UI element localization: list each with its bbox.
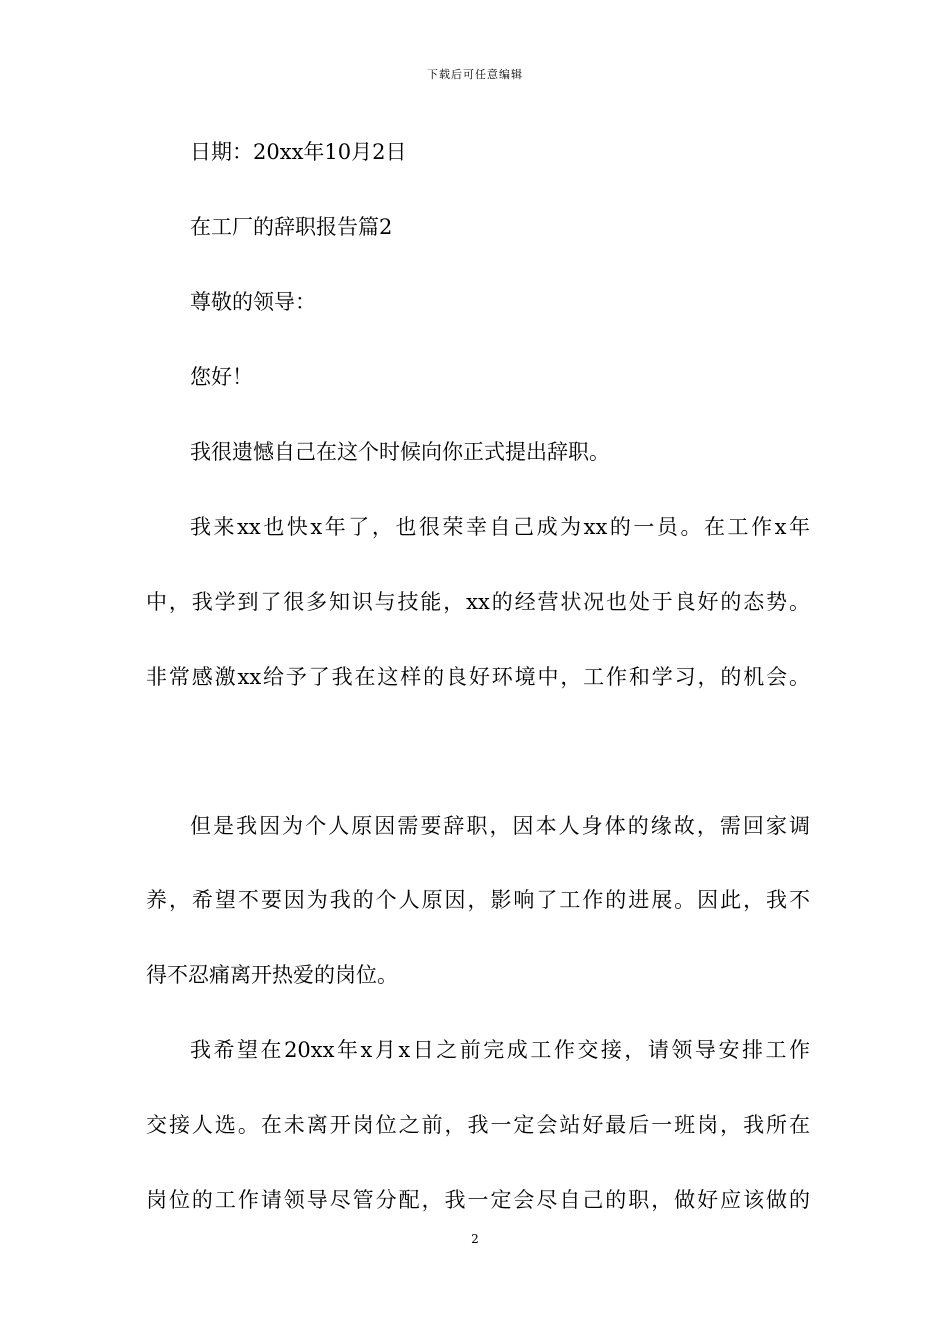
paragraph-line: 非常感激xx给予了我在这样的良好环境中，工作和学习，的机会。 — [146, 665, 810, 689]
paragraph-line: 我来xx也快x年了，也很荣幸自己成为xx的一员。在工作x年 — [190, 515, 810, 539]
date-line: 日期：20xx年10月2日 — [190, 140, 407, 164]
paragraph-line: 得不忍痛离开热爱的岗位。 — [146, 963, 398, 987]
paragraph-line: 交接人选。在未离开岗位之前，我一定会站好最后一班岗，我所在 — [146, 1113, 810, 1137]
page-header-note: 下载后可任意编辑 — [427, 68, 523, 81]
greeting: 您好！ — [190, 365, 253, 389]
paragraph-line: 但是我因为个人原因需要辞职，因本人身体的缘故，需回家调 — [190, 814, 810, 838]
paragraph-line: 岗位的工作请领导尽管分配，我一定会尽自己的职，做好应该做的 — [146, 1188, 810, 1212]
page-number: 2 — [471, 1232, 479, 1246]
salutation: 尊敬的领导： — [190, 290, 316, 314]
section-title: 在工厂的辞职报告篇2 — [190, 215, 393, 239]
paragraph-line: 中，我学到了很多知识与技能，xx的经营状况也处于良好的态势。 — [146, 590, 810, 614]
paragraph-line: 养，希望不要因为我的个人原因，影响了工作的进展。因此，我不 — [146, 888, 810, 912]
paragraph-line: 我很遗憾自己在这个时候向你正式提出辞职。 — [190, 440, 610, 464]
paragraph-line: 我希望在20xx年x月x日之前完成工作交接，请领导安排工作 — [190, 1038, 810, 1062]
